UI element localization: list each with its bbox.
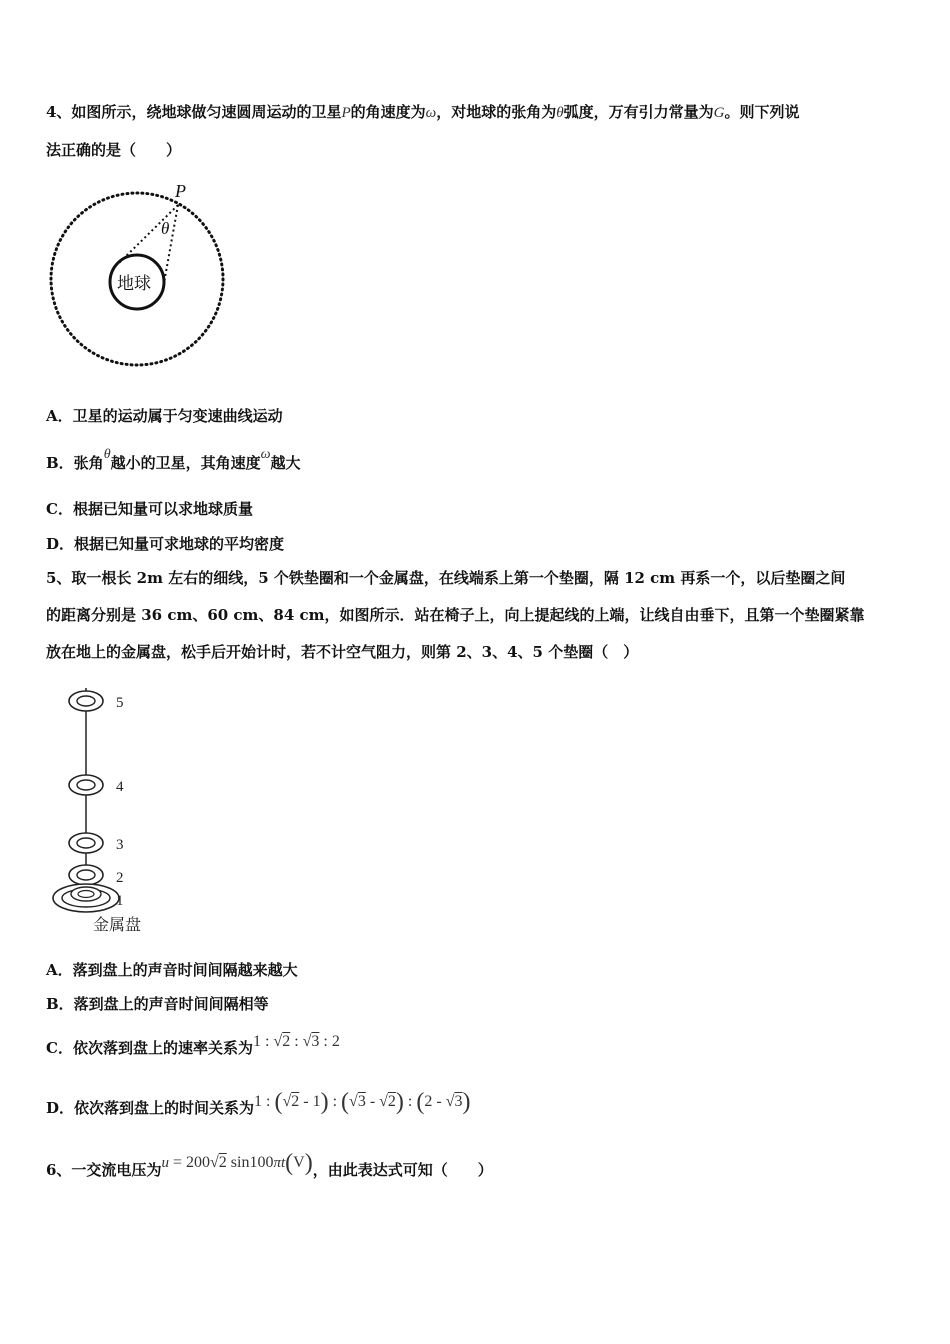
voltage-formula: u = 200√2 sin100πt(V)	[161, 1150, 313, 1176]
label-p: P	[175, 181, 186, 201]
q4-stem-part: ，对地球的张角为	[436, 103, 557, 121]
q4-option-d: D．根据已知量可求地球的平均密度	[46, 535, 285, 553]
q4-option-b-part: 越大	[270, 454, 301, 472]
q4-stem-part: 。则下列说	[724, 103, 800, 121]
ratio-formula-c: 1 : √2 : √3 : 2	[252, 1033, 340, 1050]
label-washer-3: 3	[116, 837, 124, 853]
washer-3	[69, 833, 103, 853]
label-metal-plate: 金属盘	[93, 915, 142, 934]
formula-radicand: 3	[311, 1033, 320, 1050]
washer-2	[69, 865, 103, 885]
formula-radicand: 2	[387, 1093, 396, 1110]
label-washer-2: 2	[116, 870, 124, 886]
formula-part: :	[290, 1033, 303, 1050]
formula-radicand: 2	[218, 1154, 227, 1171]
label-washer-1: 1	[116, 893, 124, 909]
label-earth: 地球	[117, 274, 151, 294]
q4-option-a: A．卫星的运动属于匀变速曲线运动	[46, 407, 283, 425]
formula-radicand: 2	[282, 1033, 291, 1050]
q6-stem-part: ，由此表达式可知（ ）	[312, 1161, 493, 1179]
q4-stem-part: 4、如图所示，绕地球做匀速圆周运动的卫星	[46, 103, 342, 121]
q5-option-a: A．落到盘上的声音时间间隔越来越大	[46, 961, 298, 979]
label-theta: θ	[161, 219, 170, 238]
q4-stem-part: 的角速度为	[350, 103, 426, 121]
q4-option-c: C．根据已知量可以求地球质量	[46, 500, 253, 518]
washer-1	[71, 887, 101, 901]
formula-part: - 1	[299, 1093, 321, 1110]
washer-string-figure	[46, 680, 161, 942]
formula-part: sin100	[226, 1154, 274, 1171]
formula-part: 1 :	[254, 1093, 275, 1110]
ratio-formula-d: 1 : (√2 - 1) : (√3 - √2) : (2 - √3)	[254, 1089, 471, 1115]
q6-stem	[46, 1150, 493, 1181]
q4-option-b-part: B．张角	[46, 454, 104, 472]
formula-part: 1 :	[252, 1033, 274, 1050]
symbol-theta: θ	[103, 447, 111, 462]
q5-option-d	[46, 1089, 471, 1119]
label-washer-4: 4	[116, 779, 124, 795]
formula-radicand: 3	[357, 1093, 366, 1110]
q5-option-c-text: C．依次落到盘上的速率关系为	[46, 1039, 253, 1057]
q6-stem-part: 6、一交流电压为	[46, 1161, 162, 1179]
q5-option-b: B．落到盘上的声音时间间隔相等	[46, 995, 269, 1013]
formula-unit: V	[293, 1154, 305, 1171]
formula-part: :	[403, 1093, 417, 1110]
formula-radicand: 3	[454, 1093, 463, 1110]
q5-stem-line2: 的距离分别是 36 cm、60 cm、84 cm，如图所示．站在椅子上，向上提起线的上端，让线自由垂下，且第一个垫圈紧靠	[46, 606, 865, 624]
q5-stem-line1: 5、取一根长 2m 左右的细线，5 个铁垫圈和一个金属盘，在线端系上第一个垫圈，隔 12 cm 再系一个，以后垫圈之间	[46, 569, 846, 587]
washer-4	[69, 775, 103, 795]
symbol-omega: ω	[425, 105, 437, 121]
formula-part: :	[328, 1093, 342, 1110]
formula-radicand: 2	[291, 1093, 300, 1110]
q4-option-b-part: 越小的卫星，其角速度	[110, 454, 261, 472]
q4-stem-line1	[46, 102, 800, 123]
q4-stem-part: 弧度，万有引力常量为	[563, 103, 714, 121]
washer-5	[69, 691, 103, 711]
symbol-g: G	[713, 105, 725, 121]
formula-symbol-pit: πt	[273, 1155, 286, 1171]
formula-part: = 200	[168, 1154, 210, 1171]
label-washer-5: 5	[116, 695, 124, 711]
q4-stem-line2: 法正确的是（ ）	[46, 141, 182, 159]
q5-stem-line3: 放在地上的金属盘，松手后开始计时，若不计空气阻力，则第 2、3、4、5 个垫圈（ ）	[46, 643, 639, 661]
formula-symbol-u: u	[161, 1155, 169, 1171]
formula-part: -	[365, 1093, 380, 1110]
symbol-omega: ω	[260, 447, 271, 462]
q5-option-c	[46, 1033, 340, 1059]
formula-part: : 2	[319, 1033, 340, 1050]
formula-part: 2 -	[424, 1093, 446, 1110]
symbol-p: P	[341, 105, 351, 121]
q5-option-d-text: D．依次落到盘上的时间关系为	[46, 1099, 255, 1117]
symbol-theta: θ	[556, 105, 564, 121]
q4-option-b	[46, 447, 301, 475]
satellite-orbit-figure	[40, 176, 235, 376]
